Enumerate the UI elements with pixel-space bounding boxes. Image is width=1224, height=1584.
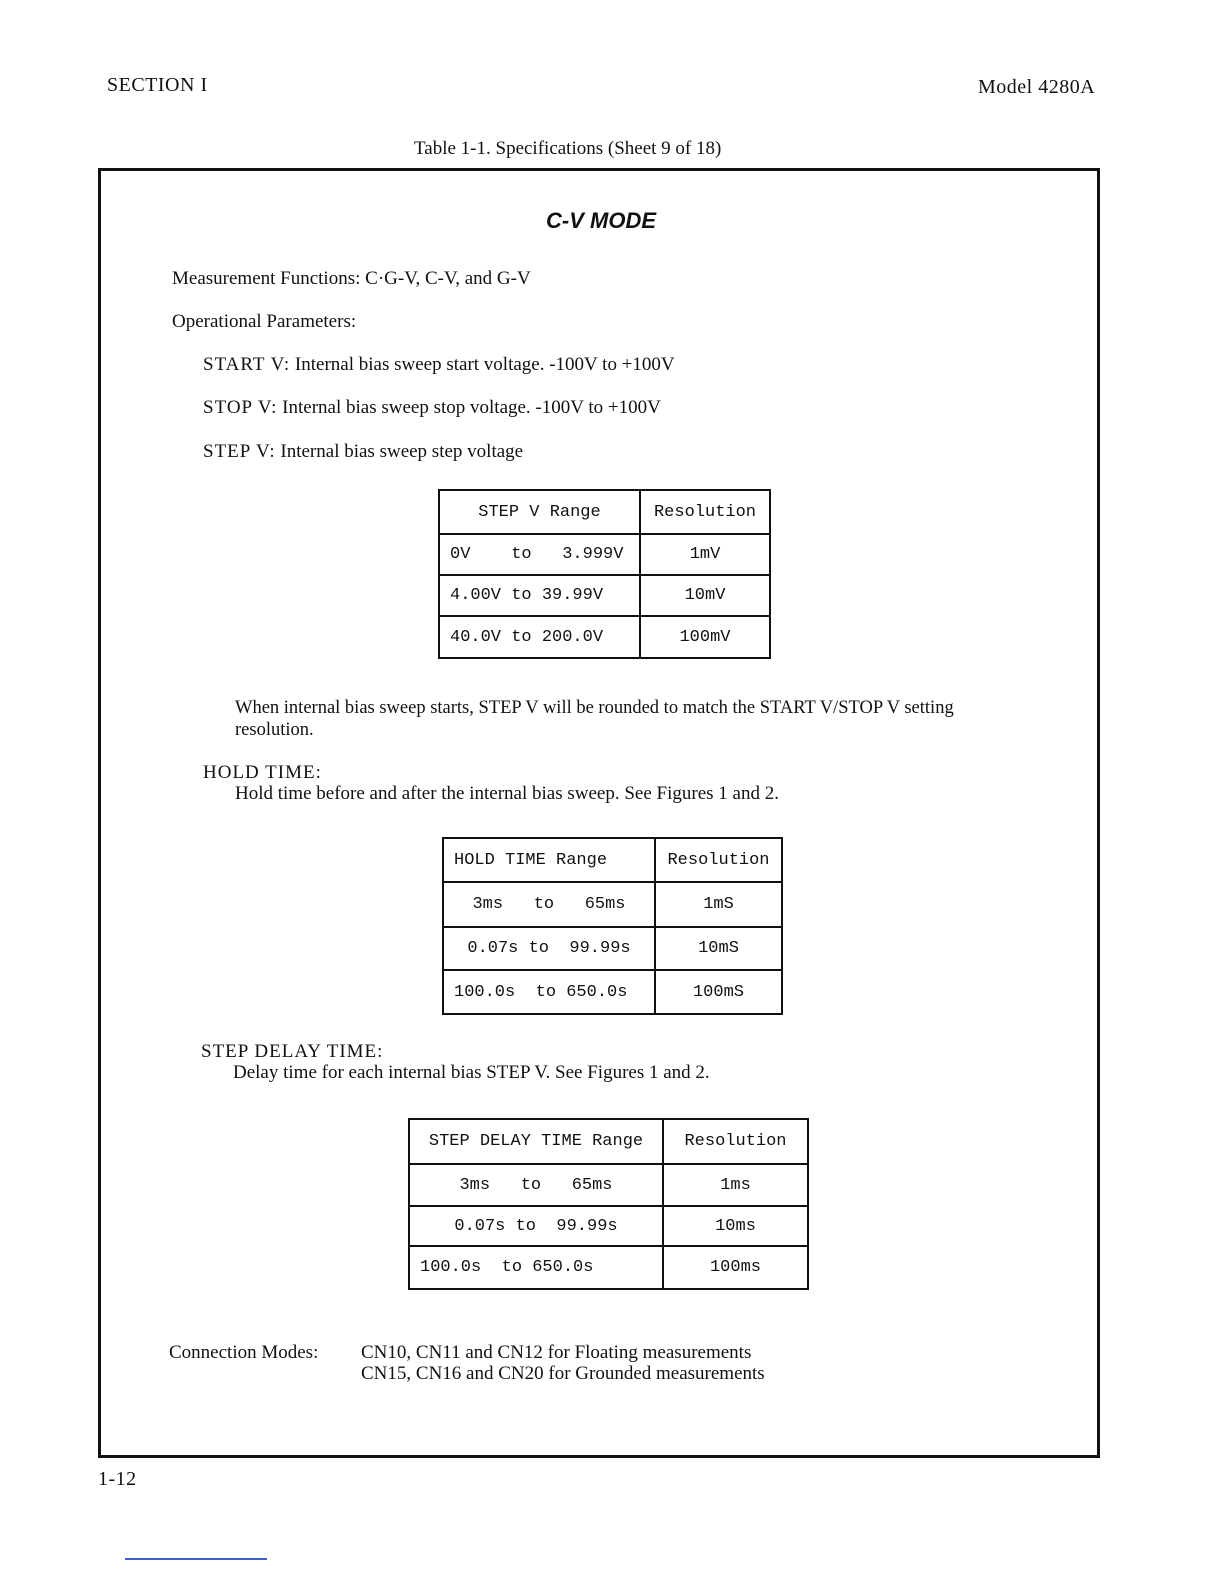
resolution-cell: 100mV bbox=[640, 616, 770, 658]
resolution-cell: 100mS bbox=[655, 970, 782, 1014]
range-until: 650.0s bbox=[532, 1258, 594, 1277]
hold-time-table bbox=[442, 837, 783, 1015]
range-to: to bbox=[528, 939, 549, 958]
table-header-row bbox=[409, 1119, 808, 1164]
range-from: 40.0V bbox=[450, 627, 502, 647]
range-until: 200.0V bbox=[541, 627, 604, 647]
measurement-functions-value: C·G-V, C-V, and G-V bbox=[365, 268, 531, 289]
stop-v-spec bbox=[203, 397, 661, 419]
resolution-cell: 10ms bbox=[663, 1206, 808, 1246]
start-v-spec bbox=[203, 354, 675, 376]
model-number: Model 4280A bbox=[978, 76, 1096, 98]
range-until: 65ms bbox=[584, 895, 626, 914]
start-v-text: Internal bias sweep start voltage. -100V to +100V bbox=[294, 354, 675, 375]
footer-rule bbox=[125, 1558, 267, 1560]
connection-modes-grounded: CN15, CN16 and CN20 for Grounded measurements bbox=[361, 1363, 765, 1384]
mode-title: C-V MODE bbox=[546, 208, 656, 233]
resolution-cell: 1ms bbox=[663, 1164, 808, 1206]
range-until: 99.99s bbox=[569, 939, 631, 958]
range-cell bbox=[409, 1246, 663, 1289]
table-row bbox=[443, 927, 782, 970]
operational-parameters-label: Operational Parameters: bbox=[172, 311, 357, 332]
range-cell bbox=[439, 616, 640, 658]
range-header: HOLD TIME Range bbox=[443, 838, 655, 882]
table-row bbox=[443, 882, 782, 927]
table-row bbox=[409, 1206, 808, 1246]
step-delay-time-table bbox=[408, 1118, 809, 1290]
measurement-functions bbox=[172, 268, 531, 290]
page-number: 1-12 bbox=[98, 1468, 137, 1490]
step-v-text: Internal bias sweep step voltage bbox=[280, 441, 524, 462]
range-cell bbox=[409, 1206, 663, 1246]
range-from: 3ms bbox=[472, 895, 504, 914]
range-to: to bbox=[520, 1175, 542, 1195]
resolution-cell: 1mS bbox=[655, 882, 782, 927]
range-from: 0.07s bbox=[454, 1216, 506, 1236]
resolution-cell: 10mV bbox=[640, 575, 770, 616]
table-row bbox=[439, 534, 770, 575]
range-until: 39.99V bbox=[541, 586, 604, 605]
range-from: 100.0s bbox=[420, 1258, 482, 1277]
range-until: 650.0s bbox=[566, 982, 628, 1002]
range-cell bbox=[443, 970, 655, 1014]
range-to: to bbox=[511, 545, 532, 564]
table-header-row bbox=[439, 490, 770, 534]
table-row bbox=[439, 575, 770, 616]
stop-v-label: STOP V: bbox=[203, 397, 278, 418]
connection-modes-floating: CN10, CN11 and CN12 for Floating measurements bbox=[361, 1342, 752, 1363]
range-to: to bbox=[511, 586, 532, 605]
resolution-cell: 10mS bbox=[655, 927, 782, 970]
step-v-label: STEP V: bbox=[203, 441, 276, 462]
connection-modes-label: Connection Modes: bbox=[169, 1342, 319, 1363]
range-cell bbox=[443, 927, 655, 970]
stop-v-text: Internal bias sweep stop voltage. -100V to +100V bbox=[282, 397, 661, 418]
step-v-spec bbox=[203, 441, 523, 463]
range-header: STEP DELAY TIME Range bbox=[409, 1119, 663, 1164]
resolution-header: Resolution bbox=[640, 490, 770, 534]
resolution-cell: 100ms bbox=[663, 1246, 808, 1289]
table-row bbox=[439, 616, 770, 658]
step-v-rounding-note: When internal bias sweep starts, STEP V will be rounded to match the START V/STOP V setting resolution. bbox=[235, 698, 954, 740]
start-v-label: START V: bbox=[203, 354, 291, 375]
range-cell bbox=[443, 882, 655, 927]
table-caption: Table 1-1. Specifications (Sheet 9 of 18) bbox=[414, 138, 722, 159]
table-row bbox=[443, 970, 782, 1014]
measurement-functions-label: Measurement Functions: bbox=[172, 268, 361, 289]
range-to: to bbox=[511, 627, 532, 647]
range-until: 3.999V bbox=[562, 545, 624, 564]
resolution-cell: 1mV bbox=[640, 534, 770, 575]
range-to: to bbox=[501, 1258, 523, 1277]
range-header: STEP V Range bbox=[439, 490, 640, 534]
range-from: 0V bbox=[450, 545, 471, 564]
range-from: 100.0s bbox=[454, 982, 516, 1002]
range-from: 4.00V bbox=[450, 586, 502, 605]
range-cell bbox=[439, 534, 640, 575]
table-row bbox=[409, 1164, 808, 1206]
range-cell bbox=[439, 575, 640, 616]
range-until: 65ms bbox=[571, 1175, 613, 1195]
range-cell bbox=[409, 1164, 663, 1206]
step-delay-time-label: STEP DELAY TIME: bbox=[201, 1041, 384, 1062]
resolution-header: Resolution bbox=[663, 1119, 808, 1164]
range-to: to bbox=[535, 982, 557, 1002]
step-v-table bbox=[438, 489, 771, 659]
range-from: 0.07s bbox=[467, 939, 519, 958]
range-to: to bbox=[533, 895, 555, 914]
resolution-header: Resolution bbox=[655, 838, 782, 882]
hold-time-text: Hold time before and after the internal bias sweep. See Figures 1 and 2. bbox=[235, 783, 779, 804]
step-delay-time-text: Delay time for each internal bias STEP V. See Figures 1 and 2. bbox=[233, 1062, 710, 1083]
range-until: 99.99s bbox=[556, 1216, 618, 1236]
range-to: to bbox=[515, 1216, 536, 1236]
hold-time-label: HOLD TIME: bbox=[203, 762, 322, 783]
range-from: 3ms bbox=[459, 1175, 491, 1195]
table-header-row bbox=[443, 838, 782, 882]
section-heading: SECTION I bbox=[107, 74, 208, 96]
table-row bbox=[409, 1246, 808, 1289]
